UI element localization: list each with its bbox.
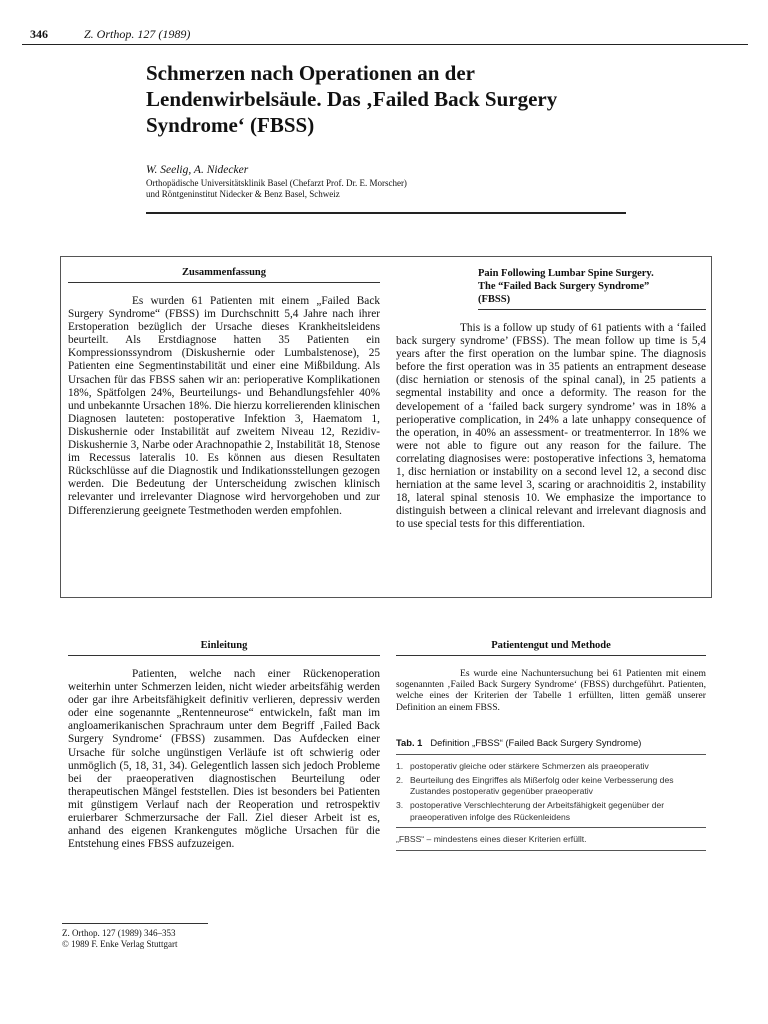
abstract-en-heading-line-2: The “Failed Back Surgery Syndrome” [478, 281, 650, 292]
table-rule-middle [396, 827, 706, 828]
section-einleitung [68, 640, 380, 851]
article-authors: W. Seelig, A. Nidecker [146, 164, 249, 176]
title-rule [146, 212, 626, 214]
table-rule-bottom [396, 850, 706, 851]
abstract-de-heading: Zusammenfassung [181, 267, 267, 278]
running-head [22, 24, 748, 45]
affiliation-line-2: und Röntgeninstitut Nidecker & Benz Basel, Schweiz [146, 189, 340, 199]
abstract-en-heading-line-3: (FBSS) [478, 294, 511, 305]
methods-rule [396, 655, 706, 656]
einleitung-heading: Einleitung [200, 640, 248, 651]
abstract-de [68, 267, 380, 518]
footer [62, 928, 362, 950]
footer-citation: Z. Orthop. 127 (1989) 346–353 [62, 928, 176, 938]
footer-rule [62, 923, 208, 924]
page-number: 346 [30, 27, 48, 41]
table-caption [396, 737, 706, 748]
affiliation-line-1: Orthopädische Universitätsklinik Basel (Chefarzt Prof. Dr. E. Morscher) [146, 178, 407, 188]
table-criteria-list [396, 761, 706, 823]
table-criterion: 1. postoperativ gleiche oder stärkere Schmerzen als praeoperativ [396, 760, 649, 771]
affiliation [146, 178, 626, 200]
abstract-en-rule [478, 309, 706, 310]
journal-reference: Z. Orthop. 127 (1989) [84, 27, 191, 41]
abstract-en [396, 267, 706, 532]
methods-text: Es wurde eine Nachuntersuchung bei 61 Patienten mit einem sogenannten ‚Failed Back Surgery Syndrome‘ (FBSS) durchgeführt. Patienten, welche eines der Kriterien der Tabelle 1 erfüllten, litten gemäß unserer Definition an einem FBSS. [396, 668, 706, 713]
table-note: „FBSS“ – mindestens eines dieser Kriterien erfüllt. [396, 833, 587, 844]
abstract-en-heading-line-1: Pain Following Lumbar Spine Surgery. [478, 268, 654, 279]
abstract-de-rule [68, 282, 380, 283]
methods-heading: Patientengut und Methode [491, 640, 611, 651]
table-rule-top [396, 754, 706, 755]
table-caption-text: Definition „FBSS“ (Failed Back Surgery Syndrome) [430, 736, 642, 748]
footer-copyright: © 1989 F. Enke Verlag Stuttgart [62, 939, 178, 949]
einleitung-rule [68, 655, 380, 656]
article-title: Schmerzen nach Operationen an der Lendenwirbelsäule. Das ‚Failed Back Surgery Syndrome‘ (FBSS) [146, 61, 558, 137]
abstract-de-text: Es wurden 61 Patienten mit einem „Failed Back Surgery Syndrome“ (FBSS) im Durchschnitt 5,4 Jahre nach ihrer Erstoperation bezüglich der Ursache dieses Krankheitsleidens beurteilt. Als Erstdiagnose hatten 35 Patienten ein Kompressionssyndrom (Diskushernie oder Lumbalstenose), 25 Patienten eine Segmentinstabilität und einer eine Mißbildung. Als Ursachen für das FBSS sahen wir an: perioperative Komplikationen 18%, Spätfolgen 24%, Beurteilungs- und Behandlungsfehler 40% und unbekannte Ursachen 18%. Die hierzu korrelierenden klinischen Diagnosen lauteten: postoperative Infektion 3, Haematom 1, Diskushernie oder Instabilität auf zweitem Niveau 12, Rezidiv-Diskushernie 3, Narbe oder Arachnopathie 2, Instabilität 18, Stenose im Recessus lateralis 10. Es können aus diesen Resultaten Rückschlüsse auf die Diagnostik und Indikationsstellungen gezogen werden. Die Bedeutung der Unterscheidung zwischen klinisch relevanter und irrelevanter Diagnose wird hervorgehoben und zur Differenzierung geeignete Testmethoden werden empfohlen. [68, 295, 380, 517]
section-methods [396, 640, 706, 851]
abstract-en-text: This is a follow up study of 61 patients with a ‘failed back surgery syndrome’ (FBSS). The mean follow up time is 5,4 years after the first operation on the lumbar spine. The diagnosis before the first operation was in 35 patients an entrapment desease (disc herniation or stenosis of the spinal canal), in 25 patients a segmental instability and once a deformity. The reason for the developement of a ‘failed back surgery syndrome’ was in 18% a perioperative complication, in 24% a late unhappy consequence of the operation, in 40% an assessment- or treatmenterror. In 18% we were not able to figure out any reason for the failure. The correlating diagnosises were: postoperative infections 3, hematoma 1, disc herniation or instability on a second level 12, a second disc herniation at the same level 3, scaring or arachnoiditis 2, instability 18, lateral spinal stenosis 10. We emphasize the importance to distinguish between a clinical relevant and irrelevant diagnosis and to use special tests for this differentiation. [396, 322, 706, 531]
table-criterion: 3. postoperative Verschlechterung der Arbeitsfähigkeit gegenüber der praeoperativen infolge des Rückenleidens [396, 800, 665, 822]
abstract-en-heading [396, 267, 706, 306]
table-label: Tab. 1 [396, 736, 423, 748]
table-criterion: 2. Beurteilung des Eingriffes als Mißerfolg oder keine Verbesserung des Zustandes postoperativ gegenüber praeoperativ [396, 775, 674, 797]
einleitung-text: Patienten, welche nach einer Rückenoperation weiterhin unter Schmerzen leiden, nicht wieder arbeitsfähig werden oder gar ihre Arbeitsfähigkeit definitiv verlieren, depressiv werden oder eine sogenannte „Rentenneurose“ entwickeln, faßt man im angloamerikanischen Sprachraum unter dem Begriff ‚Failed Back Surgery Syndrome‘ (FBSS) zusammen. Das Aufdecken einer Ursache für solche ungünstigen Verläufe ist oft schwierig oder unmöglich (5, 18, 31, 34). Gelegentlich lassen sich jedoch Probleme bei der praeoperativen diagnostischen Beurteilung oder therapeutischen Mängel feststellen. Dies ist besonders bei Patienten mit günstigem Verlauf nach der Reoperation und retrospektiv eruierbarer Schmerzursache der Fall. Ziel dieser Arbeit ist es, anhand des eigenen Krankengutes mögliche Ursachen für die Entstehung eines FBSS aufzuzeigen. [68, 668, 380, 851]
